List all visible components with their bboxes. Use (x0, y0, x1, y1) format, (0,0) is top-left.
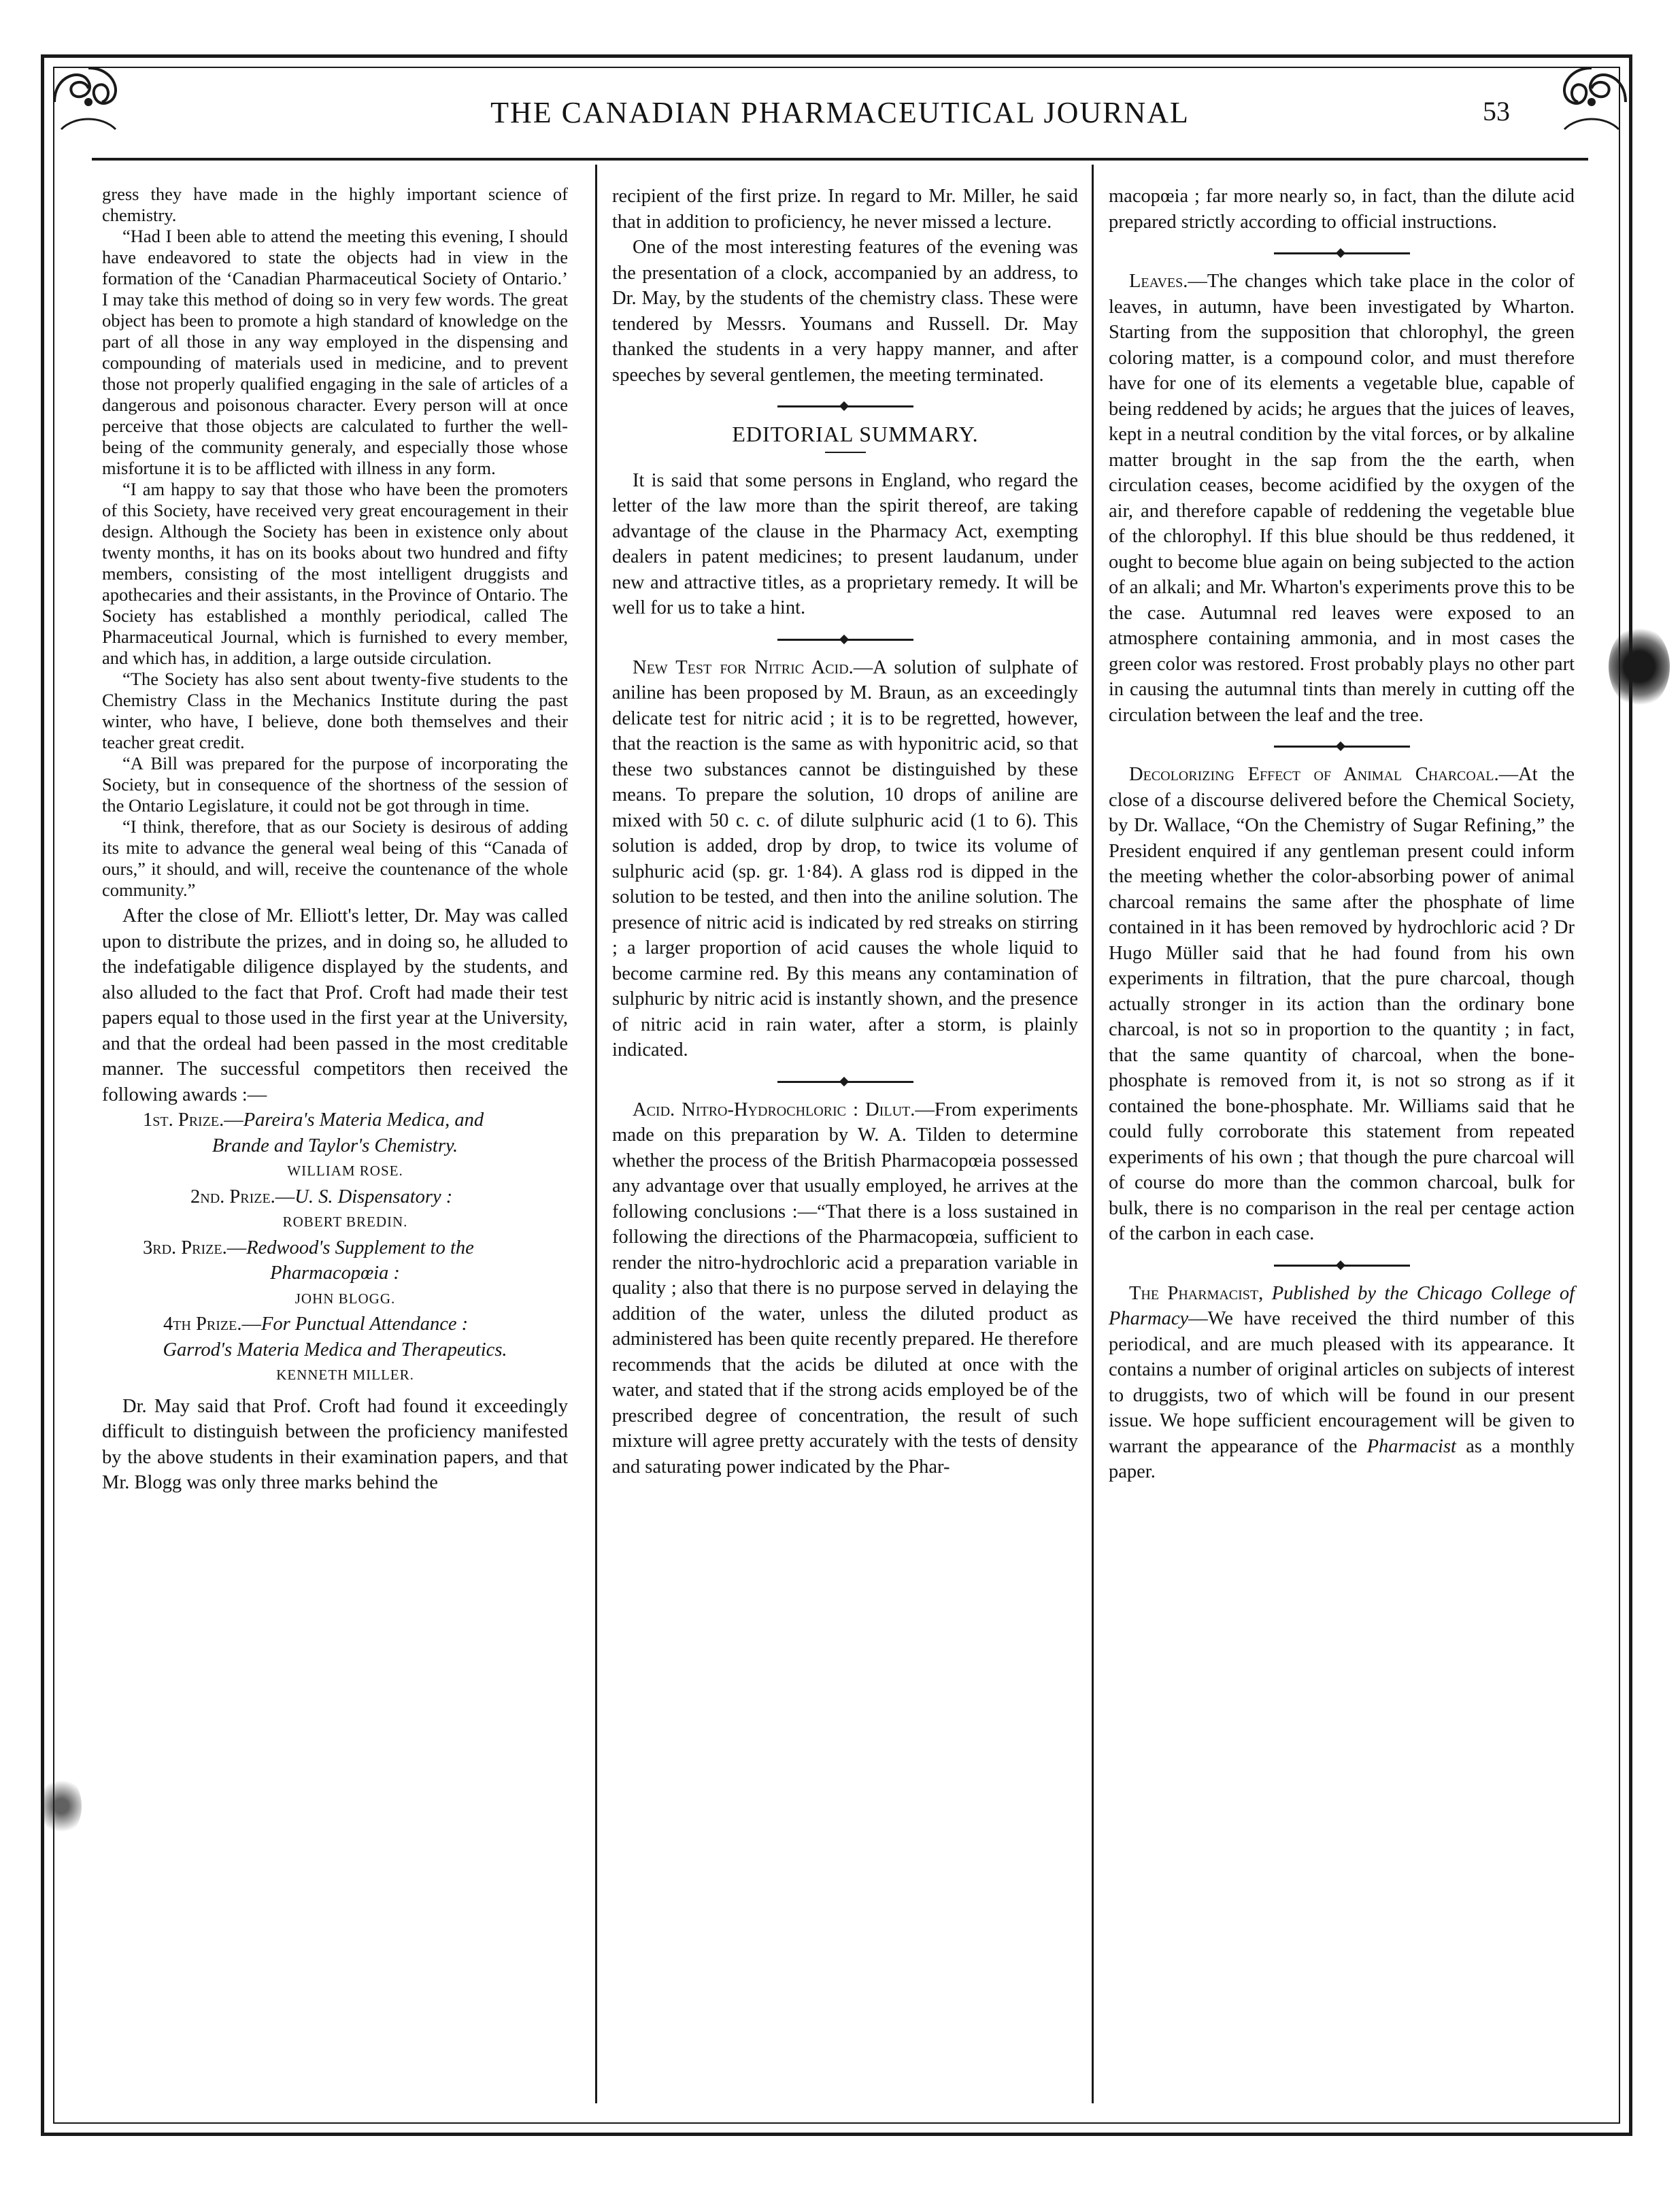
section-separator (777, 1080, 913, 1084)
paragraph: “The Society has also sent about twenty-five students to the Chemistry Class in the Mechanics Institute during the past winter, who have, I believe, done both themselves and their teacher great credit. (102, 669, 568, 752)
prize-title-continued: Garrod's Materia Medica and Therapeutics. (163, 1339, 507, 1360)
paragraph: recipient of the first prize. In regard to Mr. Miller, he said that in addition to proficiency, he never missed a lecture. (612, 186, 1078, 233)
section-separator (1274, 251, 1410, 255)
section-separator (777, 637, 913, 641)
paragraph: The Pharmacist, Published by the Chicago College of Pharmacy—We have received the third number of this periodical, and are much pleased with its appearance. It contains a number of original articles on subjects of interest to druggists, two of which will be found in our present issue. We hope sufficient encouragement will be given to warrant the appearance of the Pharmacist as a monthly paper. (1109, 1282, 1575, 1482)
ink-blot (1609, 626, 1670, 707)
prize-label: 4th Prize.— (163, 1314, 261, 1335)
paragraph: macopœia ; far more nearly so, in fact, than the dilute acid prepared strictly according to official instructions. (1109, 186, 1575, 233)
paragraph: Dr. May said that Prof. Croft had found it exceedingly difficult to distinguish between the proficiency manifested by the above students in their examination papers, and that Mr. Blogg was only three marks behind the (102, 1395, 568, 1493)
header-rule (92, 158, 1588, 161)
prize-entry (102, 1235, 568, 1261)
section-separator (1274, 744, 1410, 748)
column-rule-2 (1092, 165, 1094, 2103)
paragraph: New Test for Nitric Acid.—A solution of sulphate of aniline has been proposed by M. Braun, as an exceedingly delicate test for nitric acid ; it is to be regretted, however, that the reaction is the same as with hyponitric acid, so that these two substances cannot be distinguished by these means. To prepare the solution, 10 drops of aniline are mixed with 50 c. c. of dilute sulphuric acid (1 to 6). This solution is added, drop by drop, to twice its volume of sulphuric acid (sp. gr. 1·84). A glass rod is dipped in the solution to be tested, and then into the aniline solution. The presence of nitric acid is indicated by red streaks on stirring ; a larger proportion of acid causes the whole liquid to become carmine red. By this means any contamination of sulphuric by nitric acid is instantly shown, and the presence of nitric acid in rain water, after a storm, is plainly indicated. (612, 656, 1078, 1061)
prize-label: 2nd. Prize.— (190, 1186, 295, 1207)
section-separator (1274, 1263, 1410, 1267)
prize-title: U. S. Dispensatory : (295, 1186, 453, 1207)
section-heading: EDITORIAL SUMMARY. (732, 422, 979, 446)
prize-title-continued: Brande and Taylor's Chemistry. (212, 1135, 458, 1156)
article-heading: Acid. Nitro-Hydrochloric : Dilut. (633, 1099, 915, 1120)
page-number: 53 (1483, 96, 1510, 127)
section-separator (777, 404, 913, 408)
article-heading: New Test for Nitric Acid. (633, 656, 854, 678)
column-rule-1 (595, 165, 597, 2103)
paragraph: Acid. Nitro-Hydrochloric : Dilut.—From experiments made on this preparation by W. A. Tilden to determine whether the process of the British Pharmacopœia possessed any advantage over that usually employed, he arrives at the following conclusions :—“That there is a loss sustained in following the directions of the Pharmacopœia, sufficient to render the nitro-hydrochloric acid a preparation variable in quality ; also that there is no purpose served in delaying the addition of the water, unless the diluted product as administered has been quite recently prepared. He therefore recommends that the acids be diluted at once with the water, and stated that if the strong acids employed be of the prescribed degree of concentration, the result of such mixture will agree pretty accurately with the tests of density and saturating power indicated by the Phar- (612, 1099, 1078, 1477)
prize-entry (102, 1107, 568, 1133)
prize-title: For Punctual Attendance : (261, 1314, 469, 1335)
paragraph: Leaves.—The changes which take place in the color of leaves, in autumn, have been investigated by Wharton. Starting from the supposition that chlorophyl, the green coloring matter, is a compound color, and must therefore have for one of its elements a vegetable blue, capable of being reddened by acids; he argues that the juices of leaves, kept in a neutral condition by the vital forces, or by alkaline matter brought in the sap from the the earth, when circulation ceases, become acidified by the oxygen of the air, and therefore capable of reddening the vegetable blue of the chlorophyl. If this blue should be thus reddened, it ought to become blue again on being subjected to the action of an alkali; and Mr. Wharton's experiments prove this to be the case. Autumnal red leaves were exposed to an atmosphere containing ammonia, and in most cases the green color was restored. Frost probably plays no other part in causing the autumnal tints than merely in cutting off the circulation between the leaf and the tree. (1109, 271, 1575, 726)
article-heading: Decolorizing Effect of Animal Charcoal. (1129, 764, 1499, 785)
heading-rule (825, 452, 866, 453)
paragraph: “I think, therefore, that as our Society is desirous of adding its mite to advance the general weal being of this “Canada of ours,” it should, and will, receive the countenance of the whole community.” (102, 816, 568, 900)
article-subheading: Published by the Chicago College of Pharmacy (1109, 1282, 1575, 1329)
paragraph: “A Bill was prepared for the purpose of incorporating the Society, but in consequence of the shortness of the session of the Ontario Legislature, it could not be got through in time. (102, 753, 568, 816)
paragraph: “I am happy to say that those who have been the promoters of this Society, have received very great encouragement in their design. Although the Society has been in existence only about twenty months, it has on its books about two hundred and fifty members, consisting of the most intelligent druggists and apothecaries and their assistants, in the Province of Ontario. The Society has established a monthly periodical, called The Pharmaceutical Journal, which is furnished to every member, and which has, in addition, a large outside circulation. (102, 479, 568, 668)
prize-label: 1st. Prize.— (143, 1109, 243, 1131)
prize-entry (102, 1184, 568, 1210)
prize-winner: ROBERT BREDIN. (282, 1214, 408, 1230)
article-heading: Leaves. (1129, 271, 1188, 292)
prize-winner: JOHN BLOGG. (295, 1290, 396, 1307)
paragraph: After the close of Mr. Elliott's letter, Dr. May was called upon to distribute the prizes, and in doing so, he alluded to the indefatigable diligence displayed by the students, and also alluded to the fact that Prof. Croft had made their test papers equal to those used in the first year at the University, and that the ordeal had been passed in the most creditable manner. The successful competitors then received the following awards :— (102, 905, 568, 1105)
journal-title: THE CANADIAN PHARMACEUTICAL JOURNAL (490, 96, 1190, 129)
paragraph: One of the most interesting features of the evening was the presentation of a clock, accompanied by an address, to Dr. May, by the students of the chemistry class. These were tendered by Messrs. Youmans and Russell. Dr. May thanked the students in a very happy manner, and after speeches by several gentlemen, the meeting terminated. (612, 237, 1078, 386)
prize-entry (102, 1312, 568, 1337)
paragraph: gress they have made in the highly important science of chemistry. (102, 184, 568, 225)
article-heading: The Pharmacist, (1129, 1282, 1264, 1304)
column-3 (1109, 184, 1575, 1485)
prize-winner: KENNETH MILLER. (276, 1367, 414, 1383)
prize-title: Redwood's Supplement to the (246, 1237, 474, 1258)
ink-smudge (41, 1775, 82, 1837)
paragraph: It is said that some persons in England, who regard the letter of the law more than the spirit thereof, are taking advantage of the clause in the Pharmacy Act, exempting dealers in patent medicines; to present laudanum, under new and attractive titles, as a proprietary remedy. It will be well for us to take a hint. (612, 469, 1078, 618)
paragraph: Decolorizing Effect of Animal Charcoal.—At the close of a discourse delivered before the Chemical Society, by Dr. Wallace, “On the Chemistry of Sugar Refining,” the President enquired if any gentleman present could inform the meeting whether the color-absorbing power of animal charcoal remains the same after the phosphate of lime contained in it has been removed by hydrochloric acid ? Dr Hugo Müller said that he had found from his own experiments in filtration, that the pure charcoal, though actually stronger in its action than the ordinary bone charcoal, is not so in proportion to the quantity ; in fact, that the same quantity of charcoal, when the bone-phosphate is removed from it, is not so strong as if it contained the bone-phosphate. Mr. Williams said that he could fully corroborate this statement from repeated experiments of his own ; that though the pure charcoal will of course do more than the common charcoal, bulk for bulk, there is no comparison in the real per centage action of the carbon in each case. (1109, 764, 1575, 1244)
column-2 (612, 184, 1078, 1480)
paragraph: “Had I been able to attend the meeting this evening, I should have endeavored to state the objects had in view in the formation of the ‘Canadian Pharmaceutical Society of Ontario.’ I may take this method of doing so in very few words. The great object has been to promote a high standard of knowledge on the part of all those in any way employed in the dispensing and compounding of materials used in medicine, and to prevent those not properly qualified engaging in the sale of articles of a dangerous and poisonous character. Every person will at once perceive that those objects are calculated to further the well-being of the community generaly, and especially those whose misfortune it is to be afflicted with illness in any form. (102, 226, 568, 478)
prize-label: 3rd. Prize.— (143, 1237, 247, 1258)
prize-title-continued: Pharmacopœia : (270, 1263, 400, 1284)
column-1 (102, 184, 568, 1496)
prize-title: Pareira's Materia Medica, and (243, 1109, 484, 1131)
prize-winner: WILLIAM ROSE. (287, 1163, 403, 1179)
